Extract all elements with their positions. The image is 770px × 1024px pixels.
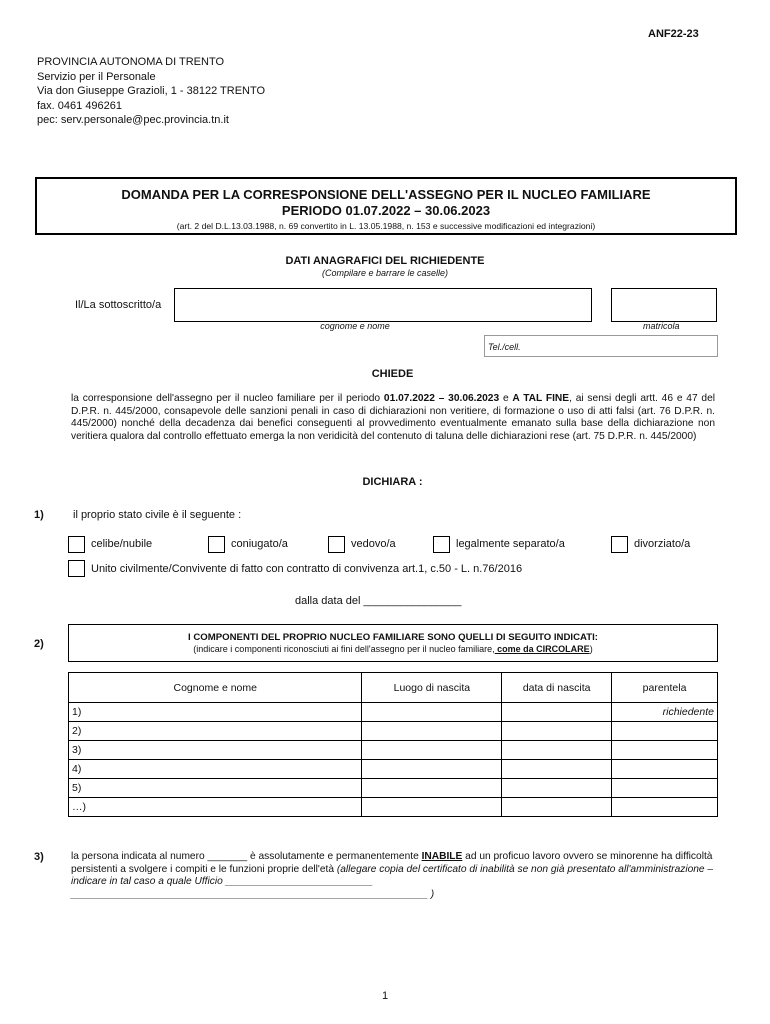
- cell-cognome[interactable]: 1): [69, 703, 362, 722]
- matricola-caption: matricola: [643, 321, 680, 331]
- checkbox-coniugato[interactable]: [208, 536, 225, 553]
- address-line: Via don Giuseppe Grazioli, 1 - 38122 TRENTO: [37, 85, 266, 97]
- cell-luogo[interactable]: [362, 798, 502, 817]
- cell-luogo[interactable]: [362, 722, 502, 741]
- cell-parentela[interactable]: [612, 798, 718, 817]
- header-parentela: parentela: [612, 673, 718, 703]
- table-row: [69, 798, 718, 817]
- checkbox-divorziato[interactable]: [611, 536, 628, 553]
- item-number-2: 2): [34, 638, 44, 650]
- address-line: fax. 0461 496261: [37, 99, 123, 112]
- page-number: 1: [381, 990, 389, 1002]
- header-luogo: Luogo di nascita: [362, 673, 502, 703]
- form-legal-reference: (art. 2 del D.L.13.03.1988, n. 69 convertito in L. 13.05.1988, n. 153 e successive modificazioni ed integrazioni): [176, 221, 596, 231]
- dalla-data-field[interactable]: dalla data del ________________: [295, 595, 462, 607]
- cell-luogo[interactable]: [362, 703, 502, 722]
- dichiara-heading: DICHIARA :: [362, 476, 423, 488]
- anagrafici-subheading: (Compilare e barrare le caselle): [321, 268, 449, 278]
- componenti-subtitle: (indicare i componenti riconosciuti ai fini dell'assegno per il nucleo familiare, come da CIRCOLARE): [193, 644, 593, 654]
- chiede-paragraph: la corresponsione dell'assegno per il nucleo familiare per il periodo 01.07.2022 – 30.06.2023 e A TAL FINE, ai sensi degli artt. 46 e 47 del D.P.R. n. 445/2000, consapevole delle sanzioni penali in caso di dichiarazioni non veritiere, di formazione o uso di atti falsi (art. 76 D.P.R. n. 445/2000) nonché della decadenza dai benefici conseguenti al provvedimento eventualmente emanato sulla base della dichiarazione non veritiera qualora dal controllo effettuato emerga la non veridicità del contenuto di taluna delle dichiarazioni rese (art. 75 D.P.R. n. 445/2000): [71, 393, 716, 442]
- table-row: [69, 760, 718, 779]
- form-title-box: [35, 177, 737, 235]
- cell-cognome[interactable]: 2): [69, 722, 362, 741]
- cell-cognome[interactable]: …): [69, 798, 362, 817]
- telefono-field[interactable]: [484, 335, 718, 357]
- componenti-box: [68, 624, 718, 662]
- checkbox-celibe[interactable]: [68, 536, 85, 553]
- address-line: pec: serv.personale@pec.provincia.tn.it: [37, 114, 229, 126]
- cell-luogo[interactable]: [362, 760, 502, 779]
- cognome-nome-caption: cognome e nome: [320, 321, 390, 331]
- cell-cognome[interactable]: 3): [69, 741, 362, 760]
- form-title: DOMANDA PER LA CORRESPONSIONE DELL'ASSEGNO PER IL NUCLEO FAMILIARE: [121, 187, 651, 202]
- header-data: data di nascita: [502, 673, 612, 703]
- checkbox-vedovo[interactable]: [328, 536, 345, 553]
- telefono-label: Tel./cell.: [488, 342, 521, 352]
- cell-cognome[interactable]: 4): [69, 760, 362, 779]
- cell-parentela[interactable]: [612, 741, 718, 760]
- label-coniugato: coniugato/a: [231, 538, 288, 550]
- cell-parentela: richiedente: [612, 703, 718, 722]
- table-row: [69, 779, 718, 798]
- address-line: Servizio per il Personale: [37, 70, 156, 83]
- table-header-row: [69, 673, 718, 703]
- cell-data[interactable]: [502, 798, 612, 817]
- componenti-title: I COMPONENTI DEL PROPRIO NUCLEO FAMILIARE SONO QUELLI DI SEGUITO INDICATI:: [188, 632, 598, 643]
- cell-data[interactable]: [502, 703, 612, 722]
- cell-data[interactable]: [502, 779, 612, 798]
- cell-luogo[interactable]: [362, 741, 502, 760]
- cell-luogo[interactable]: [362, 779, 502, 798]
- checkbox-separato[interactable]: [433, 536, 450, 553]
- label-unito-civilmente: Unito civilmente/Convivente di fatto con contratto di convivenza art.1, c.50 - L. n.76/2016: [91, 563, 523, 575]
- table-row: [69, 722, 718, 741]
- address-line: PROVINCIA AUTONOMA DI TRENTO: [37, 56, 225, 68]
- label-celibe: celibe/nubile: [91, 538, 153, 550]
- cognome-nome-field[interactable]: [174, 288, 592, 322]
- sottoscritto-label: Il/La sottoscritto/a: [75, 299, 162, 311]
- table-row: [69, 703, 718, 722]
- item-number-3: 3): [34, 851, 44, 863]
- form-code: ANF22-23: [648, 28, 699, 40]
- matricola-field[interactable]: [611, 288, 717, 322]
- stato-civile-label: il proprio stato civile è il seguente :: [73, 509, 242, 521]
- label-vedovo: vedovo/a: [351, 538, 396, 550]
- cell-parentela[interactable]: [612, 760, 718, 779]
- header-cognome: Cognome e nome: [69, 673, 362, 703]
- sender-address: [37, 55, 265, 128]
- table-row: [69, 741, 718, 760]
- cell-parentela[interactable]: [612, 779, 718, 798]
- chiede-heading: CHIEDE: [371, 368, 414, 380]
- cell-data[interactable]: [502, 741, 612, 760]
- cell-parentela[interactable]: [612, 722, 718, 741]
- cell-data[interactable]: [502, 722, 612, 741]
- inabile-paragraph: la persona indicata al numero _______ è assolutamente e permanentemente INABILE ad un proficuo lavoro ovvero se minorenne ha difficoltà persistenti a svolgere i compiti e le funzioni proprie dell'età (allegare copia del certificato di inabilità se non già presentato all'amministrazione – indicare in tal caso a quale Ufficio __________________________ _______________________________________________________________ ): [71, 851, 714, 900]
- label-divorziato: divorziato/a: [634, 538, 691, 550]
- checkbox-unito-civilmente[interactable]: [68, 560, 85, 577]
- label-separato: legalmente separato/a: [456, 538, 565, 550]
- item-number-1: 1): [34, 509, 44, 521]
- form-period: PERIODO 01.07.2022 – 30.06.2023: [281, 203, 491, 218]
- anagrafici-heading: DATI ANAGRAFICI DEL RICHIEDENTE: [285, 255, 485, 267]
- cell-cognome[interactable]: 5): [69, 779, 362, 798]
- componenti-table: [68, 672, 718, 817]
- cell-data[interactable]: [502, 760, 612, 779]
